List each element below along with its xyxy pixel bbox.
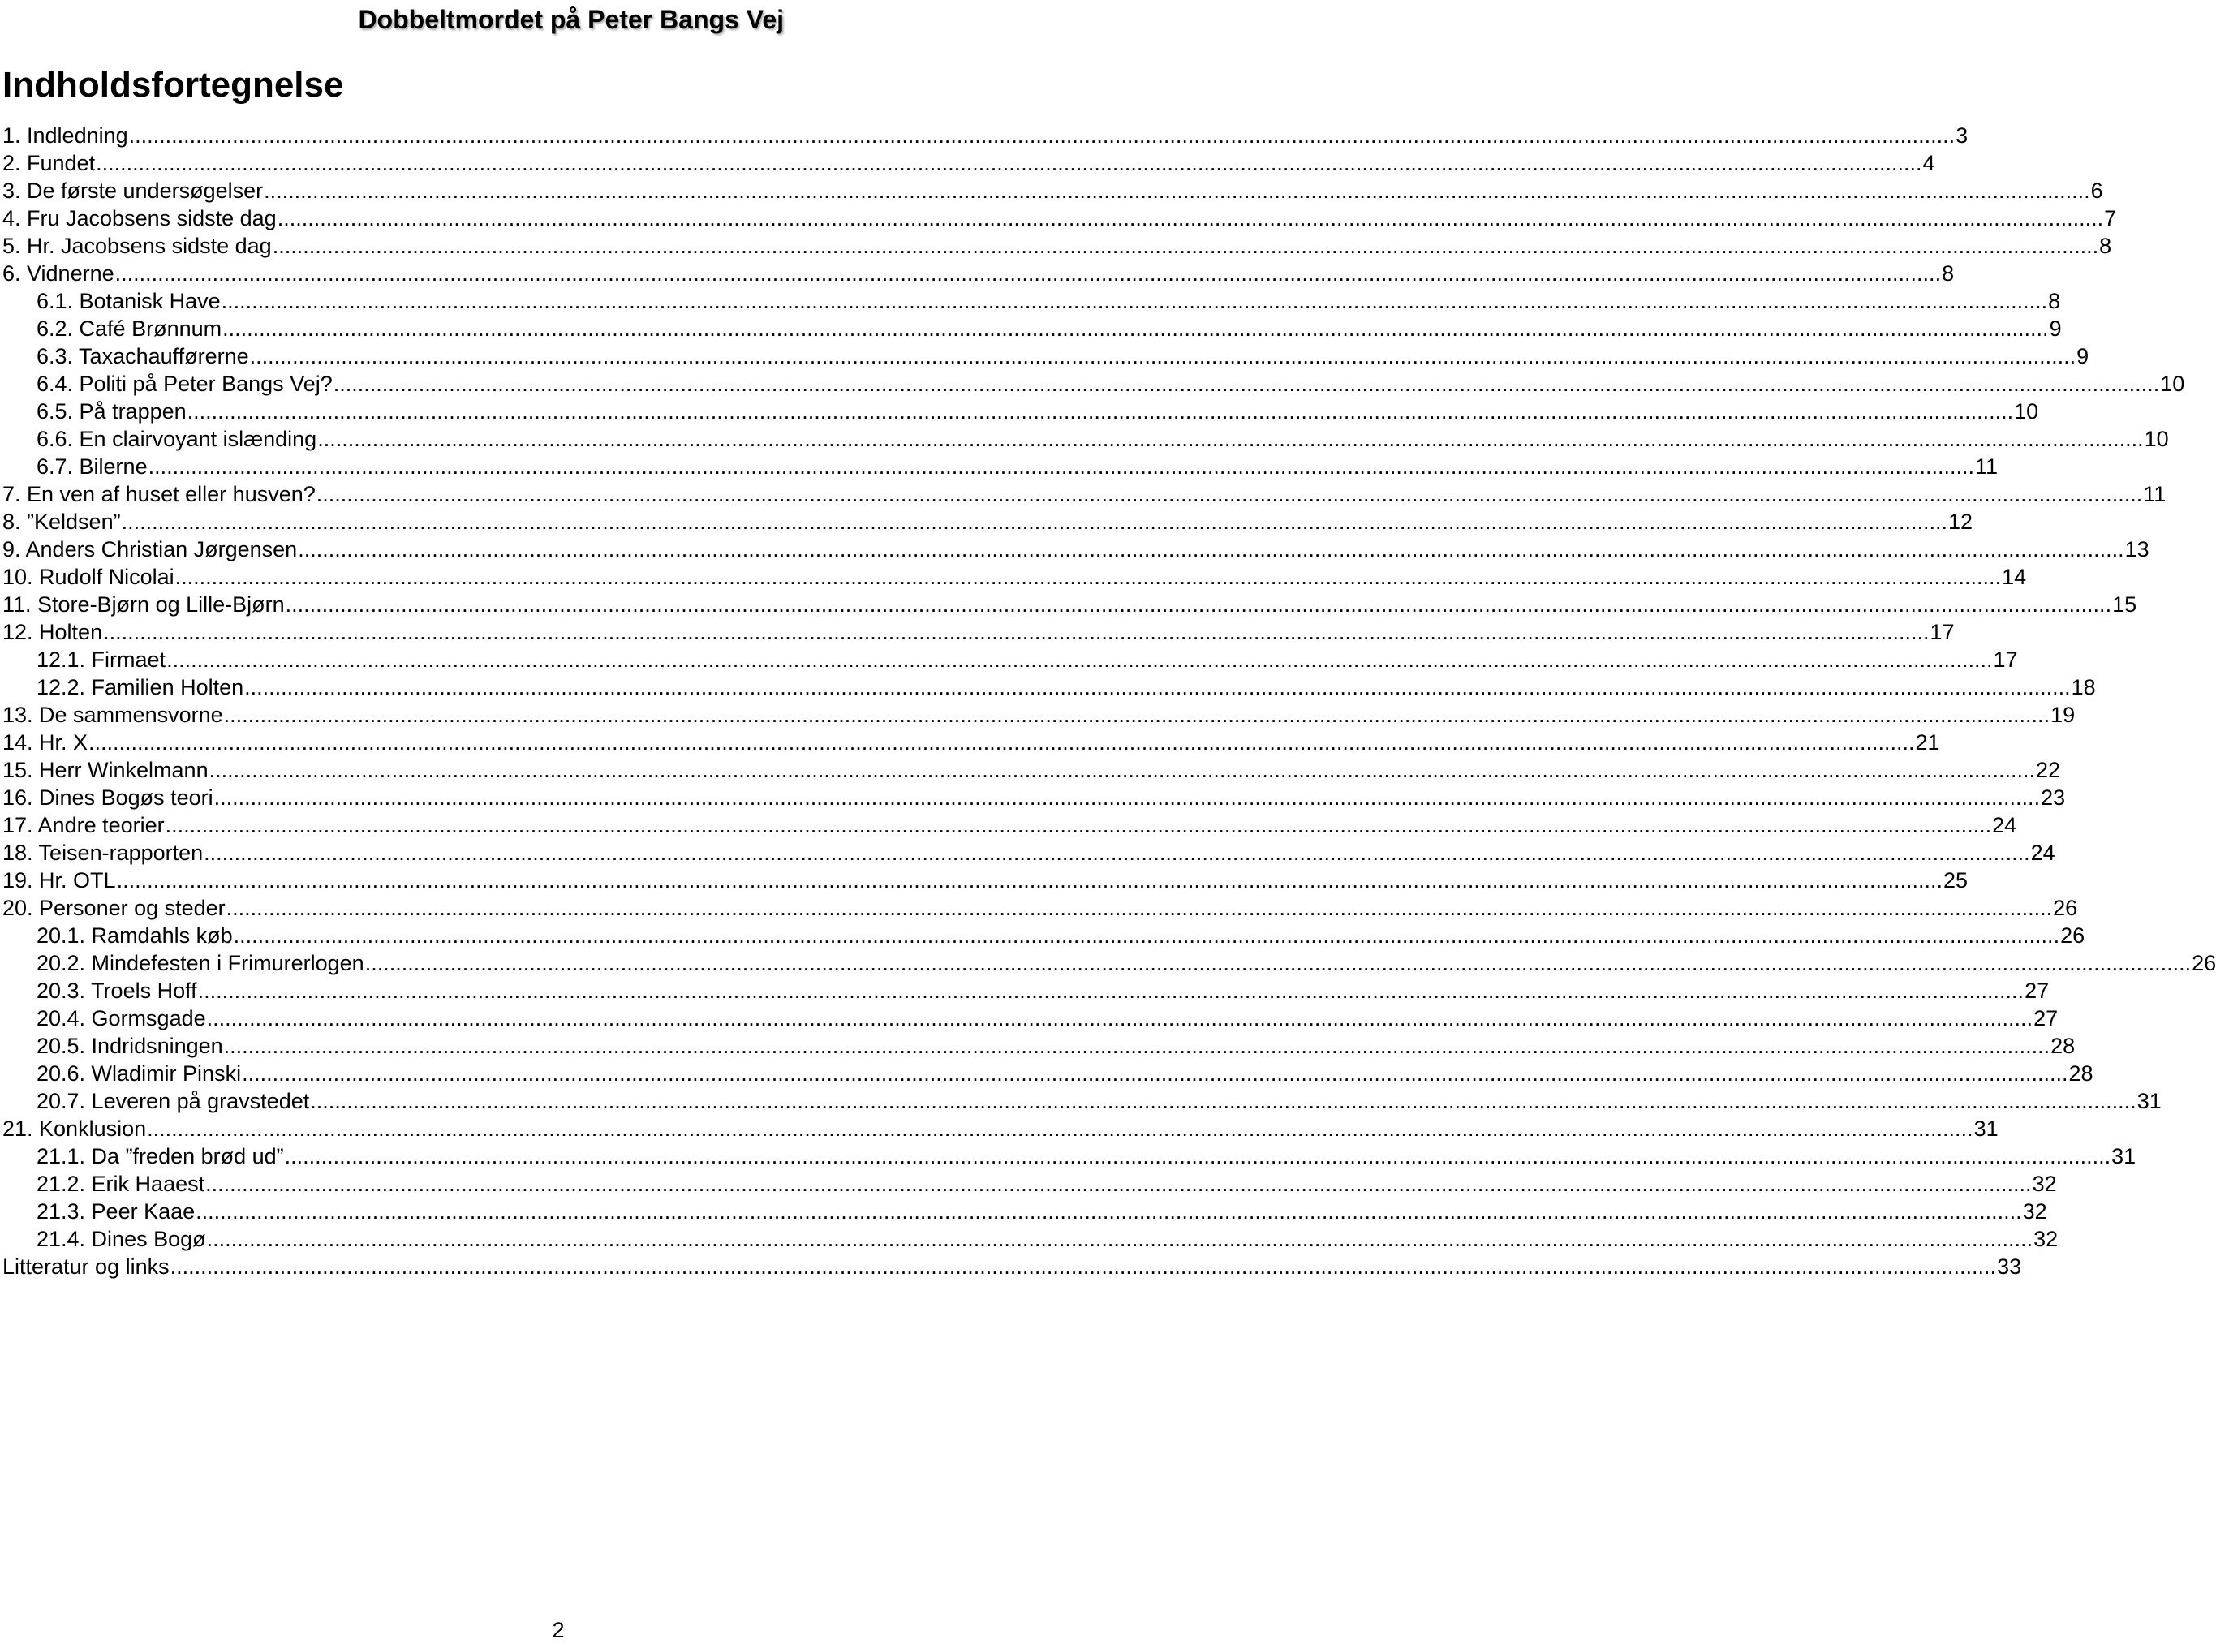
toc-entry-page: 23 <box>2041 785 2066 810</box>
toc-entry-label: 20.2. Mindefesten i Frimurerlogen <box>37 951 364 975</box>
toc-entry-page: 28 <box>2050 1034 2076 1058</box>
dot-leader: ............................................................................................................................................................................................................................................................................................................ <box>205 1172 2032 1196</box>
toc-entry-label: 15. Herr Winkelmann <box>2 758 209 782</box>
toc-entry[interactable] <box>2 1170 2057 1198</box>
toc-entry-page: 13 <box>2124 537 2149 561</box>
dot-leader: ............................................................................................................................................................................................................................................................................................................ <box>170 1254 1997 1279</box>
toc-entry-page: 7 <box>2104 206 2117 230</box>
toc-entry[interactable] <box>2 1115 1999 1142</box>
toc-entry-label: 8. ”Keldsen” <box>2 510 121 534</box>
toc-entry[interactable] <box>2 425 2169 453</box>
toc-entry[interactable] <box>2 342 2089 370</box>
toc-entry-label: 5. Hr. Jacobsens sidste dag <box>2 234 272 258</box>
toc-entry-page: 28 <box>2068 1061 2093 1086</box>
table-of-contents <box>2 122 2216 1280</box>
toc-entry[interactable] <box>2 232 2112 260</box>
toc-entry-page: 8 <box>2048 289 2061 313</box>
dot-leader: ............................................................................................................................................................................................................................................................................................................ <box>196 1199 2022 1224</box>
dot-leader: ............................................................................................................................................................................................................................................................................................................ <box>333 372 2160 396</box>
toc-entry-label: 12.1. Firmaet <box>37 647 166 672</box>
toc-entry-page: 32 <box>2032 1172 2057 1196</box>
toc-entry[interactable] <box>2 1225 2059 1253</box>
toc-entry[interactable] <box>2 204 2117 232</box>
toc-entry-page: 11 <box>2143 482 2167 506</box>
toc-entry[interactable] <box>2 287 2061 315</box>
toc-entry-page: 10 <box>2144 427 2169 451</box>
toc-entry-page: 4 <box>1922 151 1935 175</box>
toc-entry[interactable] <box>2 1032 2076 1060</box>
toc-entry-page: 27 <box>2033 1006 2059 1030</box>
toc-entry-page: 32 <box>2033 1227 2059 1251</box>
toc-entry-label: 7. En ven af huset eller husven? <box>2 482 316 506</box>
dot-leader: ............................................................................................................................................................................................................................................................................................................ <box>222 316 2049 341</box>
toc-entry-label: 20.3. Troels Hoff <box>37 979 197 1003</box>
toc-entry[interactable] <box>2 1142 2136 1170</box>
toc-entry-page: 6 <box>2090 179 2103 203</box>
dot-leader: ............................................................................................................................................................................................................................................................................................................ <box>148 454 1975 479</box>
toc-entry-page: 9 <box>2076 344 2089 368</box>
toc-entry[interactable] <box>2 563 2027 591</box>
toc-entry-page: 17 <box>1930 620 1955 644</box>
toc-entry-label: Litteratur og links <box>2 1254 170 1279</box>
dot-leader: ............................................................................................................................................................................................................................................................................................................ <box>226 896 2053 920</box>
dot-leader: ............................................................................................................................................................................................................................................................................................................ <box>209 758 2036 782</box>
page-number: 2 <box>552 1618 565 1642</box>
toc-entry[interactable] <box>2 894 2078 922</box>
toc-entry-page: 26 <box>2053 896 2078 920</box>
toc-entry[interactable] <box>2 177 2103 204</box>
toc-entry[interactable] <box>2 1005 2059 1032</box>
toc-entry[interactable] <box>2 508 1973 536</box>
toc-entry-page: 17 <box>1993 647 2018 672</box>
toc-entry-page: 24 <box>1992 813 2017 837</box>
dot-leader: ............................................................................................................................................................................................................................................................................................................ <box>206 1006 2033 1030</box>
toc-entry-label: 21.1. Da ”freden brød ud” <box>37 1144 284 1168</box>
toc-entry-label: 17. Andre teorier <box>2 813 165 837</box>
dot-leader: ............................................................................................................................................................................................................................................................................................................ <box>213 785 2041 810</box>
toc-entry[interactable] <box>2 480 2167 508</box>
toc-entry-page: 11 <box>1975 454 1999 479</box>
toc-entry-label: 20.7. Leveren på gravstedet <box>37 1089 310 1113</box>
toc-entry-page: 25 <box>1943 868 1969 893</box>
toc-entry-page: 15 <box>2112 592 2137 617</box>
toc-entry-label: 3. De første undersøgelser <box>2 179 264 203</box>
toc-entry-page: 33 <box>1997 1254 2022 1279</box>
toc-entry-page: 8 <box>1942 261 1955 286</box>
toc-entry-label: 12. Holten <box>2 620 103 644</box>
toc-entry[interactable] <box>2 867 1969 894</box>
toc-entry[interactable] <box>2 315 2062 342</box>
toc-entry[interactable] <box>2 1253 2022 1280</box>
toc-entry-label: 1. Indledning <box>2 123 128 148</box>
toc-entry-label: 6.7. Bilerne <box>37 454 148 479</box>
toc-entry-label: 21.3. Peer Kaae <box>37 1199 196 1224</box>
dot-leader: ............................................................................................................................................................................................................................................................................................................ <box>103 620 1930 644</box>
toc-entry-label: 21. Konklusion <box>2 1116 147 1141</box>
toc-entry[interactable] <box>2 536 2149 563</box>
dot-leader: ............................................................................................................................................................................................................................................................................................................ <box>165 813 1992 837</box>
toc-entry-label: 16. Dines Bogøs teori <box>2 785 213 810</box>
toc-entry[interactable] <box>2 453 1999 480</box>
toc-entry-label: 6. Vidnerne <box>2 261 114 286</box>
toc-entry[interactable] <box>2 1198 2047 1225</box>
toc-entry-label: 21.2. Erik Haaest <box>37 1172 205 1196</box>
toc-entry-page: 12 <box>1948 510 1973 534</box>
toc-entry-label: 4. Fru Jacobsens sidste dag <box>2 206 277 230</box>
toc-entry-page: 9 <box>2049 316 2062 341</box>
dot-leader: ............................................................................................................................................................................................................................................................................................................ <box>284 1144 2111 1168</box>
toc-entry-page: 31 <box>2111 1144 2136 1168</box>
toc-title: Indholdsfortegnelse <box>2 65 344 105</box>
dot-leader: ............................................................................................................................................................................................................................................................................................................ <box>364 951 2192 975</box>
toc-entry-label: 10. Rudolf Nicolai <box>2 565 174 589</box>
toc-entry-label: 21.4. Dines Bogø <box>37 1227 206 1251</box>
dot-leader: ............................................................................................................................................................................................................................................................................................................ <box>316 482 2143 506</box>
dot-leader: ............................................................................................................................................................................................................................................................................................................ <box>197 979 2025 1003</box>
dot-leader: ............................................................................................................................................................................................................................................................................................................ <box>310 1089 2136 1113</box>
dot-leader: ............................................................................................................................................................................................................................................................................................................ <box>272 234 2099 258</box>
toc-entry[interactable] <box>2 646 2018 673</box>
toc-entry[interactable] <box>2 591 2137 618</box>
toc-entry-label: 6.4. Politi på Peter Bangs Vej? <box>37 372 333 396</box>
toc-entry-page: 32 <box>2022 1199 2047 1224</box>
toc-entry-page: 10 <box>2014 399 2039 424</box>
toc-entry-label: 6.3. Taxachaufførerne <box>37 344 249 368</box>
toc-entry-label: 6.2. Café Brønnum <box>37 316 222 341</box>
toc-entry-label: 6.5. På trappen <box>37 399 187 424</box>
toc-entry[interactable] <box>2 398 2039 425</box>
dot-leader: ............................................................................................................................................................................................................................................................................................................ <box>114 261 1942 286</box>
toc-entry-page: 3 <box>1956 123 1969 148</box>
toc-entry[interactable] <box>2 949 2216 977</box>
toc-entry[interactable] <box>2 122 1969 149</box>
toc-entry-page: 22 <box>2036 758 2061 782</box>
dot-leader: ............................................................................................................................................................................................................................................................................................................ <box>285 592 2112 617</box>
toc-entry[interactable] <box>2 149 1935 177</box>
toc-entry-page: 10 <box>2160 372 2185 396</box>
toc-entry[interactable] <box>2 1060 2093 1087</box>
toc-entry[interactable] <box>2 673 2096 701</box>
dot-leader: ............................................................................................................................................................................................................................................................................................................ <box>233 923 2060 948</box>
toc-entry-page: 19 <box>2050 703 2076 727</box>
toc-entry-label: 2. Fundet <box>2 151 96 175</box>
dot-leader: ............................................................................................................................................................................................................................................................................................................ <box>88 730 1915 755</box>
toc-entry-label: 20. Personer og steder <box>2 896 226 920</box>
toc-entry-page: 24 <box>2030 841 2055 865</box>
toc-entry-label: 12.2. Familien Holten <box>37 675 244 699</box>
dot-leader: ............................................................................................................................................................................................................................................................................................................ <box>264 179 2090 203</box>
toc-entry-page: 26 <box>2192 951 2216 975</box>
toc-entry[interactable] <box>2 784 2066 811</box>
dot-leader: ............................................................................................................................................................................................................................................................................................................ <box>221 289 2048 313</box>
toc-entry-page: 27 <box>2025 979 2050 1003</box>
dot-leader: ............................................................................................................................................................................................................................................................................................................ <box>187 399 2014 424</box>
dot-leader: ............................................................................................................................................................................................................................................................................................................ <box>116 868 1943 893</box>
dot-leader: ............................................................................................................................................................................................................................................................................................................ <box>317 427 2144 451</box>
toc-entry-page: 31 <box>1973 1116 1999 1141</box>
dot-leader: ............................................................................................................................................................................................................................................................................................................ <box>96 151 1922 175</box>
toc-entry[interactable] <box>2 756 2061 784</box>
toc-entry[interactable] <box>2 922 2085 949</box>
toc-entry[interactable] <box>2 618 1955 646</box>
dot-leader: ............................................................................................................................................................................................................................................................................................................ <box>121 510 1948 534</box>
toc-entry[interactable] <box>2 977 2050 1005</box>
toc-entry[interactable] <box>2 729 1940 756</box>
dot-leader: ............................................................................................................................................................................................................................................................................................................ <box>206 1227 2033 1251</box>
running-header-title: Dobbeltmordet på Peter Bangs Vej <box>358 5 784 34</box>
dot-leader: ............................................................................................................................................................................................................................................................................................................ <box>277 206 2104 230</box>
toc-entry-page: 26 <box>2060 923 2085 948</box>
toc-entry[interactable] <box>2 811 2017 839</box>
toc-entry-page: 21 <box>1915 730 1940 755</box>
dot-leader: ............................................................................................................................................................................................................................................................................................................ <box>166 647 1993 672</box>
dot-leader: ............................................................................................................................................................................................................................................................................................................ <box>128 123 1956 148</box>
toc-entry-label: 11. Store-Bjørn og Lille-Bjørn <box>2 592 285 617</box>
toc-entry[interactable] <box>2 260 1955 287</box>
dot-leader: ............................................................................................................................................................................................................................................................................................................ <box>204 841 2030 865</box>
toc-entry-label: 9. Anders Christian Jørgensen <box>2 537 298 561</box>
toc-entry-label: 19. Hr. OTL <box>2 868 116 893</box>
toc-entry-label: 20.1. Ramdahls køb <box>37 923 233 948</box>
toc-entry[interactable] <box>2 1087 2162 1115</box>
dot-leader: ............................................................................................................................................................................................................................................................................................................ <box>223 1034 2050 1058</box>
toc-entry-label: 13. De sammensvorne <box>2 703 223 727</box>
toc-entry-label: 20.6. Wladimir Pinski <box>37 1061 242 1086</box>
toc-entry[interactable] <box>2 839 2055 867</box>
dot-leader: ............................................................................................................................................................................................................................................................................................................ <box>298 537 2124 561</box>
toc-entry-page: 31 <box>2136 1089 2162 1113</box>
toc-entry-label: 20.5. Indridsningen <box>37 1034 223 1058</box>
dot-leader: ............................................................................................................................................................................................................................................................................................................ <box>249 344 2076 368</box>
toc-entry-label: 6.1. Botanisk Have <box>37 289 221 313</box>
dot-leader: ............................................................................................................................................................................................................................................................................................................ <box>242 1061 2068 1086</box>
dot-leader: ............................................................................................................................................................................................................................................................................................................ <box>244 675 2071 699</box>
toc-entry-label: 18. Teisen-rapporten <box>2 841 204 865</box>
dot-leader: ............................................................................................................................................................................................................................................................................................................ <box>174 565 2002 589</box>
toc-entry-label: 20.4. Gormsgade <box>37 1006 206 1030</box>
toc-entry[interactable] <box>2 370 2185 398</box>
toc-entry-label: 6.6. En clairvoyant islænding <box>37 427 317 451</box>
toc-entry[interactable] <box>2 701 2076 729</box>
dot-leader: ............................................................................................................................................................................................................................................................................................................ <box>147 1116 1973 1141</box>
toc-entry-page: 8 <box>2099 234 2112 258</box>
toc-entry-page: 18 <box>2071 675 2096 699</box>
toc-entry-page: 14 <box>2002 565 2027 589</box>
toc-entry-label: 14. Hr. X <box>2 730 88 755</box>
dot-leader: ............................................................................................................................................................................................................................................................................................................ <box>223 703 2050 727</box>
